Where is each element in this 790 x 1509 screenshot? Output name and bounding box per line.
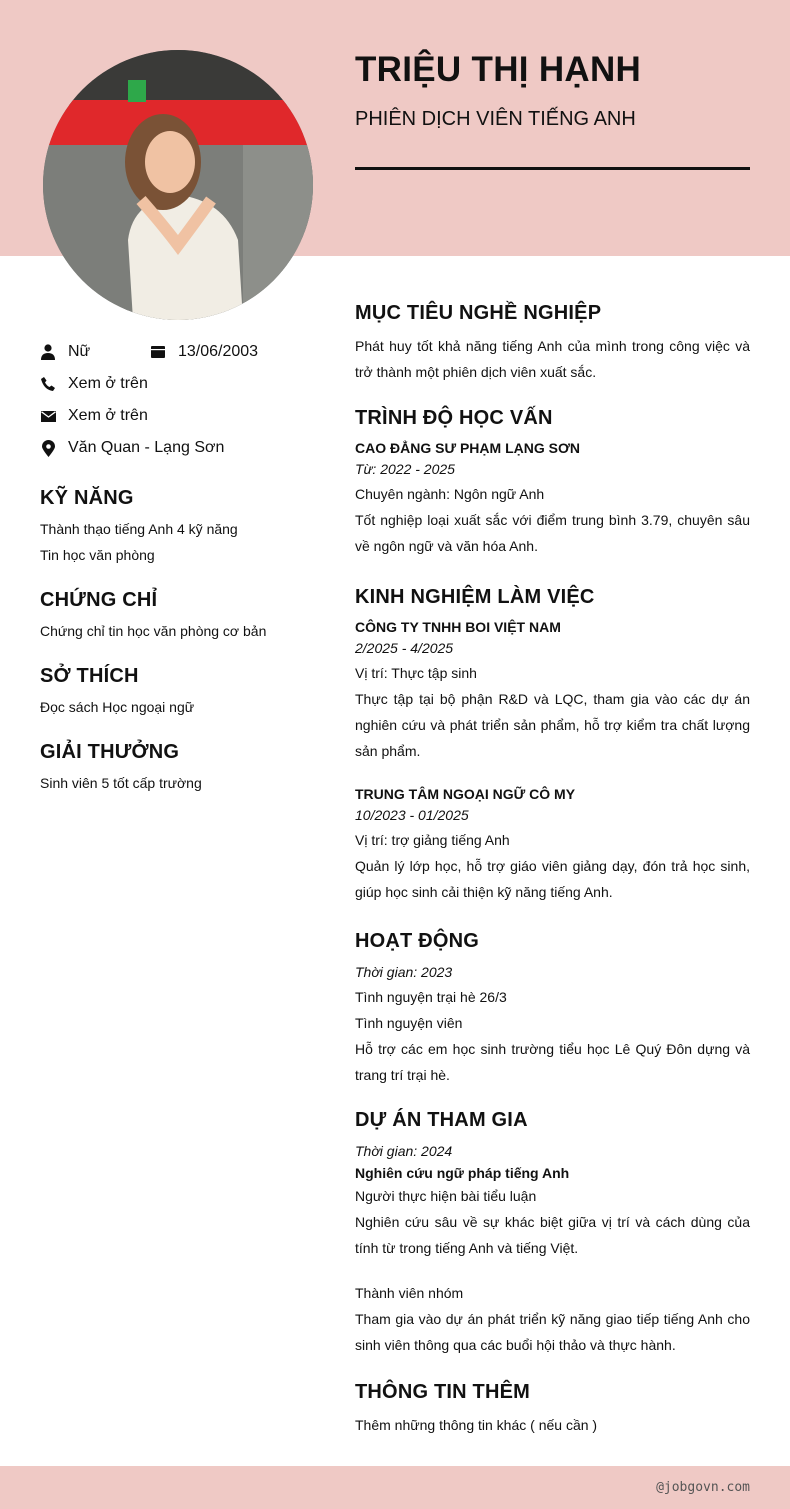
- job-title: PHIÊN DỊCH VIÊN TIẾNG ANH: [355, 108, 636, 130]
- dob-text: 13/06/2003: [178, 343, 259, 360]
- education-major: Chuyên ngành: Ngôn ngữ Anh: [355, 486, 545, 502]
- job-position: Vị trí: Thực tập sinh: [355, 665, 477, 681]
- job-period: 10/2023 - 01/2025: [355, 807, 469, 823]
- activity-name: Tình nguyện trại hè 26/3: [355, 989, 507, 1005]
- education-detail: Tốt nghiệp loại xuất sắc với điểm trung bình 3.79, chuyên sâu về ngôn ngữ và văn hóa Anh.: [355, 512, 750, 554]
- job-period: 2/2025 - 4/2025: [355, 640, 454, 656]
- phone-text: Xem ở trên: [68, 375, 148, 392]
- person-icon: [40, 344, 56, 360]
- projects-title: DỰ ÁN THAM GIA: [355, 1109, 528, 1131]
- awards-section: [40, 741, 330, 796]
- calendar-icon: [150, 344, 166, 360]
- education-title: TRÌNH ĐỘ HỌC VẤN: [355, 407, 553, 429]
- skill-item: Tin học văn phòng: [40, 547, 155, 563]
- education-period: Từ: 2022 - 2025: [355, 461, 455, 477]
- project-detail: Tham gia vào dự án phát triển kỹ năng giao tiếp tiếng Anh cho sinh viên thông qua các buổi hội thảo và thực hành.: [355, 1311, 750, 1353]
- experience-section: [355, 586, 750, 764]
- activity-detail: Hỗ trợ các em học sinh trường tiểu học Lê Quý Đôn dựng và trang trí trại hè.: [355, 1041, 750, 1083]
- award-item: Sinh viên 5 tốt cấp trường: [40, 775, 202, 791]
- objective-section: [355, 302, 750, 385]
- projects-section: [355, 1109, 750, 1261]
- project-name: Nghiên cứu ngữ pháp tiếng Anh: [355, 1165, 570, 1181]
- skills-section: [40, 487, 330, 568]
- certificate-item: Chứng chỉ tin học văn phòng cơ bản: [40, 623, 267, 639]
- activity-period: Thời gian: 2023: [355, 964, 453, 980]
- education-section: [355, 407, 750, 559]
- dob-row: [150, 342, 258, 362]
- email-text: Xem ở trên: [68, 407, 148, 424]
- gender-row: [40, 342, 90, 362]
- project-role: Người thực hiện bài tiểu luận: [355, 1188, 537, 1204]
- job-detail: Thực tập tại bộ phận R&D và LQC, tham gia vào các dự án nghiên cứu và phát triển sản phẩm, hỗ trợ kiểm tra chất lượng sản phẩm.: [355, 691, 750, 759]
- projects-section-2: [355, 1280, 750, 1358]
- awards-title: GIẢI THƯỞNG: [40, 741, 180, 763]
- address-row: [40, 438, 224, 458]
- company-name: CÔNG TY TNHH BOI VIỆT NAM: [355, 619, 561, 635]
- hobbies-title: SỞ THÍCH: [40, 665, 139, 687]
- mail-icon: [40, 408, 56, 424]
- objective-text: Phát huy tốt khả năng tiếng Anh của mình trong công việc và trở thành một phiên dịch viên xuất sắc.: [355, 338, 750, 380]
- certificates-section: [40, 589, 330, 644]
- skill-item: Thành thạo tiếng Anh 4 kỹ năng: [40, 521, 238, 537]
- skills-title: KỸ NĂNG: [40, 487, 134, 509]
- experience-job-2: [355, 784, 750, 905]
- certificates-title: CHỨNG CHỈ: [40, 589, 158, 611]
- address-text: Văn Quan - Lạng Sơn: [68, 439, 225, 456]
- more-info-title: THÔNG TIN THÊM: [355, 1381, 531, 1403]
- objective-title: MỤC TIÊU NGHỀ NGHIỆP: [355, 302, 602, 324]
- candidate-name: TRIỆU THỊ HẠNH: [355, 50, 642, 89]
- phone-icon: [40, 376, 56, 392]
- location-pin-icon: [40, 440, 56, 456]
- activities-title: HOẠT ĐỘNG: [355, 930, 480, 952]
- company-name: TRUNG TÂM NGOẠI NGỮ CÔ MY: [355, 786, 576, 802]
- activity-role: Tình nguyện viên: [355, 1015, 463, 1031]
- project-role: Thành viên nhóm: [355, 1285, 464, 1301]
- more-info-section: [355, 1381, 750, 1438]
- hobbies-section: [40, 665, 330, 720]
- project-period: Thời gian: 2024: [355, 1143, 453, 1159]
- email-row: [40, 406, 148, 426]
- job-position: Vị trí: trợ giảng tiếng Anh: [355, 832, 510, 848]
- footer-watermark: @jobgovn.com: [656, 1480, 750, 1495]
- experience-title: KINH NGHIỆM LÀM VIỆC: [355, 586, 595, 608]
- gender-text: Nữ: [68, 343, 91, 360]
- school-name: CAO ĐẲNG SƯ PHẠM LẠNG SƠN: [355, 440, 581, 456]
- hobby-item: Đọc sách Học ngoại ngữ: [40, 699, 195, 715]
- phone-row: [40, 374, 148, 394]
- job-detail: Quản lý lớp học, hỗ trợ giáo viên giảng dạy, đón trả học sinh, giúp học sinh cải thiện kỹ năng tiếng Anh.: [355, 858, 750, 900]
- project-detail: Nghiên cứu sâu về sự khác biệt giữa vị trí và cách dùng của tính từ trong tiếng Anh và tiếng Việt.: [355, 1214, 750, 1256]
- profile-photo: [43, 50, 313, 320]
- more-info-text: Thêm những thông tin khác ( nếu cần ): [355, 1417, 598, 1433]
- activities-section: [355, 930, 750, 1088]
- header-divider: [355, 167, 750, 170]
